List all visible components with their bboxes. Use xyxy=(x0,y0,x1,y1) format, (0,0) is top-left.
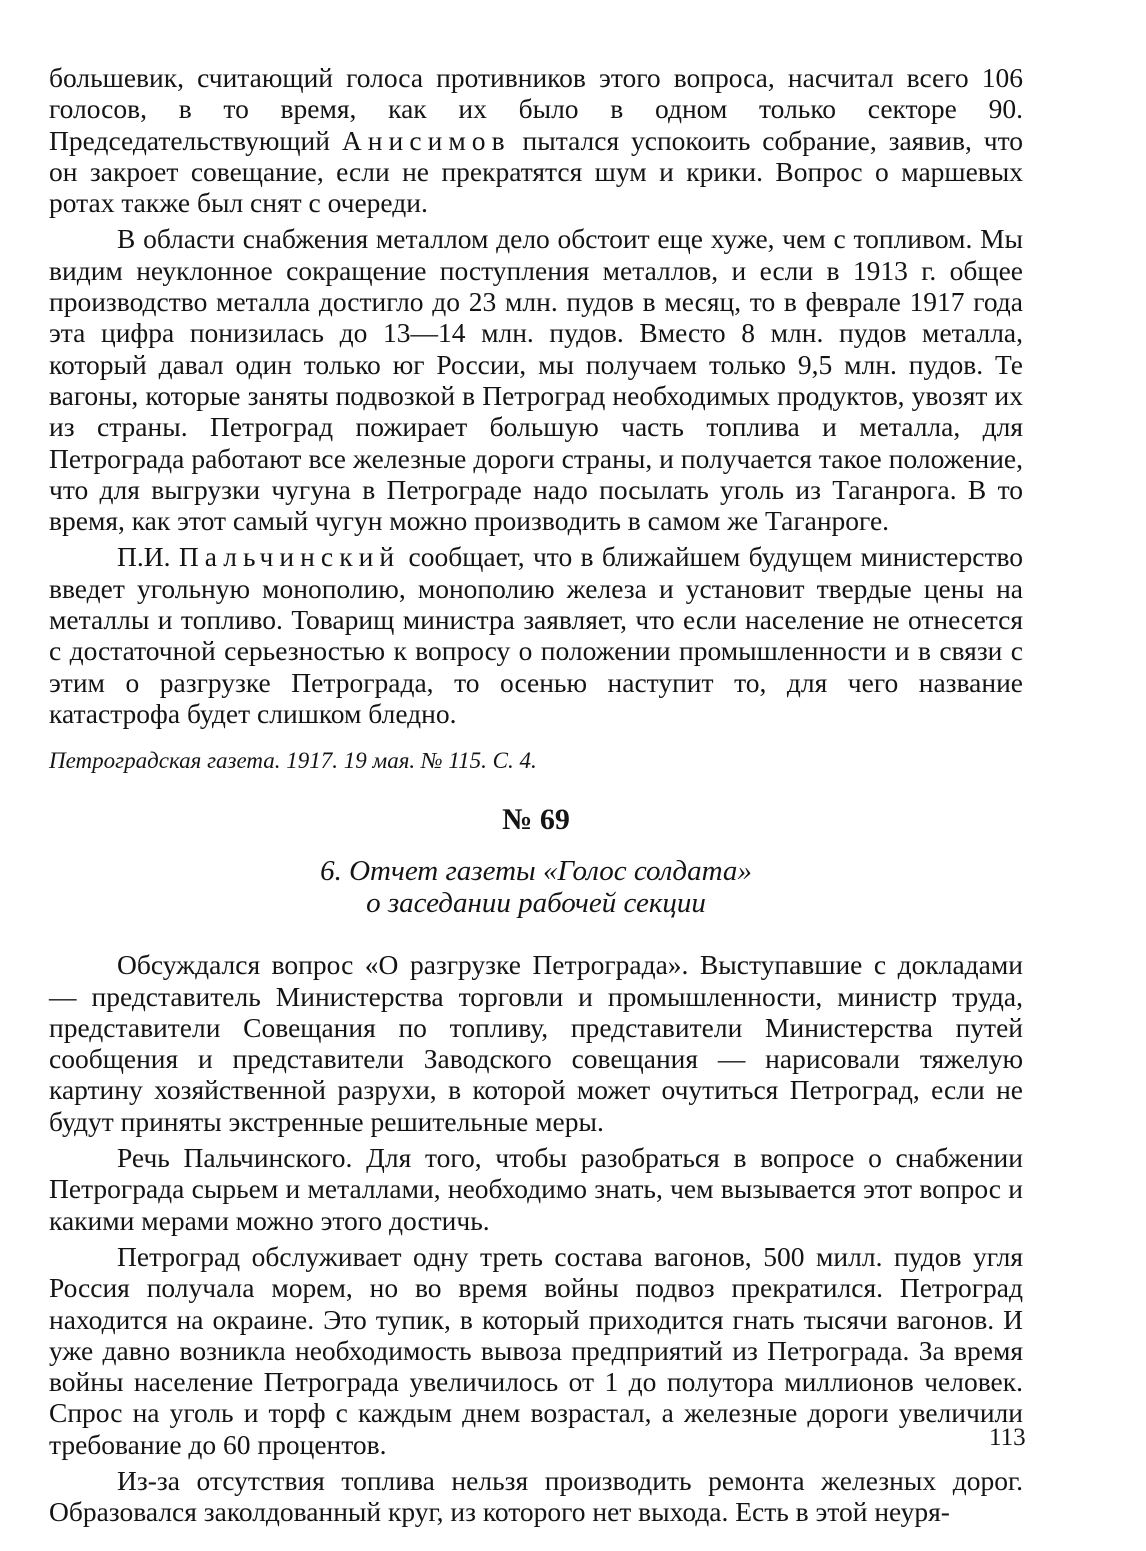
document-title-line: 6. Отчет газеты «Голос солдата» xyxy=(320,855,752,888)
paragraph-discussion: Обсуждался вопрос «О разгрузке Петрограда». Выступавшие с докладами — представитель Министерства торговли и промышленности, министр труда, представители Совещания по топливу, представители Министерства путей сообщения и представители Заводского совещания — нарисовали тяжелую картину хозяйственной разрухи, в которой может очутиться Петроград, если не будут приняты экстренные решительные меры. xyxy=(49,949,1023,1137)
document-title-line: о заседании рабочей секции xyxy=(366,887,706,920)
paragraph-speech: Речь Пальчинского. Для того, чтобы разобраться в вопросе о снабжении Петрограда сырьем и металлами, необходимо знать, чем вызывается этот вопрос и какими мерами можно этого достичь. xyxy=(49,1142,1023,1236)
source-citation: Петроградская газета. 1917. 19 мая. № 115. С. 4. xyxy=(49,748,537,774)
paragraph-text: сообщает, что в ближайшем будущем министерство введет угольную монополию, монополию железа и установит твердые цены на металлы и топливо. Товарищ министра заявляет, что если население не отнесется с достаточной серьезностью к вопросу о положении промышленности и в связи с этим о разгрузке Петрограда, то осенью наступит то, для чего название катастрофа будет слишком бледно. xyxy=(49,541,1024,729)
paragraph-continuation xyxy=(49,62,1023,218)
document-number: № 69 xyxy=(502,803,570,837)
page-content xyxy=(49,62,1023,1528)
speaker-initials: П.И. xyxy=(117,541,171,573)
paragraph-fuel: Из-за отсутствия топлива нельзя производить ремонта железных дорог. Образовался заколдованный круг, из которого нет выхода. Есть в этой неуря- xyxy=(49,1464,1023,1528)
paragraph-text: пытался успокоить собрание, заявив, что он закроет совещание, если не прекратятся шум и крики. Вопрос о маршевых ротах также был снят с очереди. xyxy=(49,124,1024,219)
page-number: 113 xyxy=(989,1424,1026,1451)
paragraph-text: большевик, считающий голоса противников этого вопроса, насчитал всего 106 голосов, в то время, как их было в одном только секторе 90. Председательствующий xyxy=(49,62,1023,156)
speaker-name: Пальчинский xyxy=(178,541,401,573)
speaker-name: Анисимов xyxy=(341,124,511,156)
paragraph-petrograd: Петроград обслуживает одну треть состава вагонов, 500 милл. пудов угля Россия получала морем, но во время войны подвоз прекратился. Петроград находится на окраине. Это тупик, в который приходится гнать тысячи вагонов. И уже давно возникла необходимость вывоза предприятий из Петрограда. За время войны население Петрограда увеличилось от 1 до полутора миллионов человек. Спрос на уголь и торф с каждым днем возрастал, а железные дороги увеличили требование до 60 процентов. xyxy=(49,1240,1023,1460)
paragraph-palchinsky-announcement xyxy=(49,541,1023,729)
paragraph-metal-supply: В области снабжения металлом дело обстоит еще хуже, чем с топливом. Мы видим неуклонное сокращение поступления металлов, и если в 1913 г. общее производство металла достигло до 23 млн. пудов в месяц, то в феврале 1917 года эта цифра понизилась до 13—14 млн. пудов. Вместо 8 млн. пудов металла, который давал один только юг России, мы получаем только 9,5 млн. пудов. Те вагоны, которые заняты подвозкой в Петроград необходимых продуктов, увозят их из страны. Петроград пожирает большую часть топлива и металла, для Петрограда работают все железные дороги страны, и получается такое положение, что для выгрузки чугуна в Петрограде надо посылать уголь из Таганрога. В то время, как этот самый чугун можно производить в самом же Таганроге. xyxy=(49,223,1023,537)
document-title xyxy=(49,855,1023,919)
